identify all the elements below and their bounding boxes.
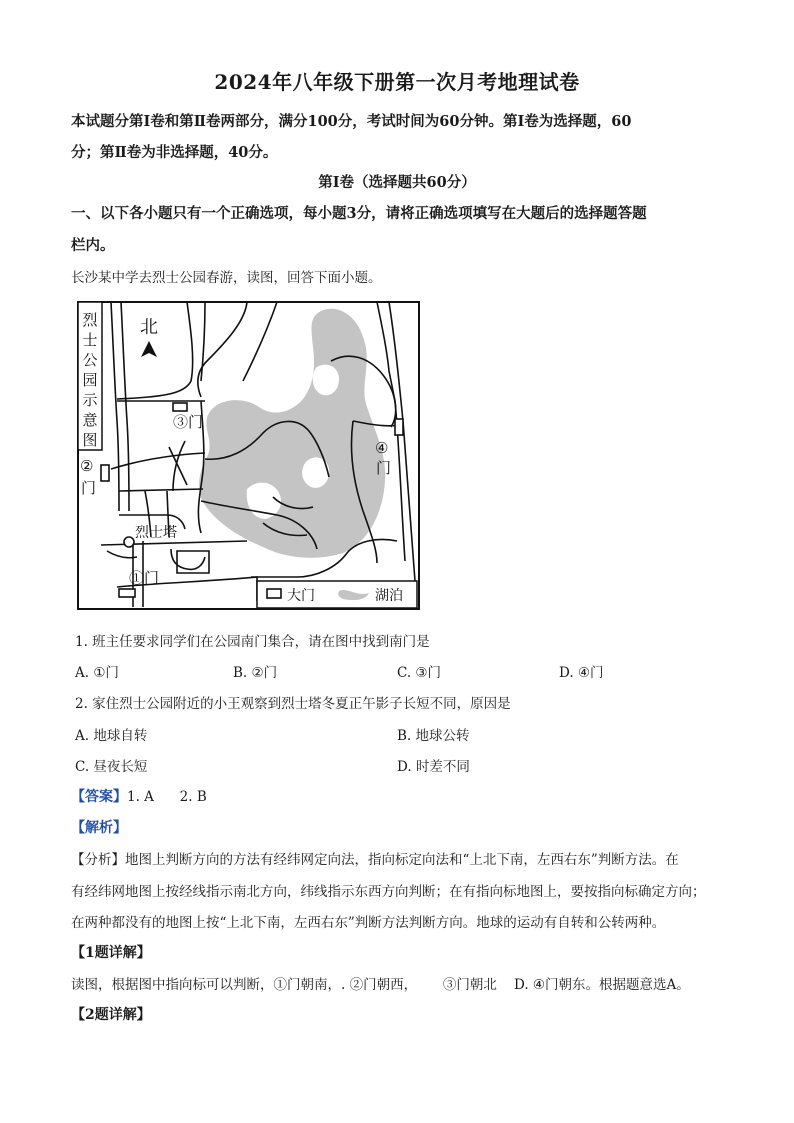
q1-option-c: C. ③门 xyxy=(397,665,442,681)
intro-line-1: 本试题分第Ⅰ卷和第Ⅱ卷两部分，满分100分，考试时间为60分钟。第Ⅰ卷为选择题，60 xyxy=(71,113,632,130)
legend-gate-icon xyxy=(267,589,281,598)
roundabout-marker xyxy=(124,537,134,547)
question-1-stem: 1. 班主任要求同学们在公园南门集合，请在图中找到南门是 xyxy=(75,634,430,650)
q2-detail-label: 【2题详解】 xyxy=(71,1007,151,1023)
gate-4-number: ④ xyxy=(375,439,389,457)
q2-option-b: B. 地球公转 xyxy=(397,728,470,744)
legend-lake-label: 湖泊 xyxy=(375,588,403,604)
side-title-char-5: 示 xyxy=(82,391,98,409)
q1-option-b: B. ②门 xyxy=(233,665,278,681)
section-title: 第Ⅰ卷（选择题共60分） xyxy=(318,174,476,191)
side-title-char-4: 园 xyxy=(82,371,98,389)
analysis-line-2: 有经纬网地图上按经线指示南北方向，纬线指示东西方向判断；在有指向标地图上，要按指向标确定方向； xyxy=(71,884,706,900)
q2-option-c: C. 昼夜长短 xyxy=(75,759,148,775)
side-title-char-6: 意 xyxy=(82,411,98,429)
analysis-line-1: 【分析】地图上判断方向的方法有经纬网定向法，指向标定向法和“上北下南，左西右东”判断方法。在 xyxy=(71,852,679,868)
answer-text: 1. A 2. B xyxy=(127,789,207,805)
side-title-char-2: 士 xyxy=(82,331,98,349)
side-title xyxy=(82,311,98,449)
page-title: 2024年八年级下册第一次月考地理试卷 xyxy=(214,70,580,94)
answer-label: 【答案】 xyxy=(71,789,127,805)
lake-cove-3 xyxy=(313,365,339,396)
analysis-line-3: 在两种都没有的地图上按“上北下南，左西右东”判断方法判断方向。地球的运动有自转和公转两种。 xyxy=(71,915,666,931)
side-title-char-1: 烈 xyxy=(82,311,98,329)
gate-2-char: 门 xyxy=(81,479,97,497)
instruction-line-2: 栏内。 xyxy=(71,237,115,254)
park-map-svg xyxy=(77,301,420,610)
q1-option-a: A. ①门 xyxy=(75,665,119,681)
q2-option-a: A. 地球自转 xyxy=(75,728,148,744)
intro-line-2: 分；第Ⅱ卷为非选择题，40分。 xyxy=(71,144,278,161)
gate-2-number: ② xyxy=(80,457,94,475)
legend-gate-label: 大门 xyxy=(287,588,315,604)
q1-detail-text: 读图，根据图中指向标可以判断，①门朝南，. ②门朝西， ③门朝北 D. ④门朝东。根据题意选A。 xyxy=(71,977,690,993)
gate-2-marker xyxy=(101,465,109,481)
gate-1-label: ①门 xyxy=(129,569,160,587)
park-map xyxy=(77,301,420,610)
tower-label: 烈士塔 xyxy=(135,525,177,541)
side-title-char-7: 图 xyxy=(82,431,98,449)
answer-row xyxy=(71,786,207,806)
q1-detail-label: 【1题详解】 xyxy=(71,945,151,961)
map-legend xyxy=(257,581,417,608)
instruction-line-1: 一、以下各小题只有一个正确选项，每小题3分，请将正确选项填写在大题后的选择题答题 xyxy=(71,205,647,222)
gate-1-marker xyxy=(119,589,135,597)
gate-4-marker xyxy=(395,419,403,435)
gate-3-marker xyxy=(173,403,187,411)
q2-option-d: D. 时差不同 xyxy=(397,759,470,775)
q1-option-d: D. ④门 xyxy=(559,665,604,681)
side-title-char-3: 公 xyxy=(82,351,98,369)
question-context: 长沙某中学去烈士公园春游，读图，回答下面小题。 xyxy=(71,270,382,286)
north-label: 北 xyxy=(140,317,158,338)
question-2-stem: 2. 家住烈士公园附近的小王观察到烈士塔冬夏正午影子长短不同，原因是 xyxy=(75,696,511,712)
gate-3-label: ③门 xyxy=(173,413,204,431)
analysis-label: 【解析】 xyxy=(71,820,127,836)
gate-4-char: 门 xyxy=(376,459,392,477)
